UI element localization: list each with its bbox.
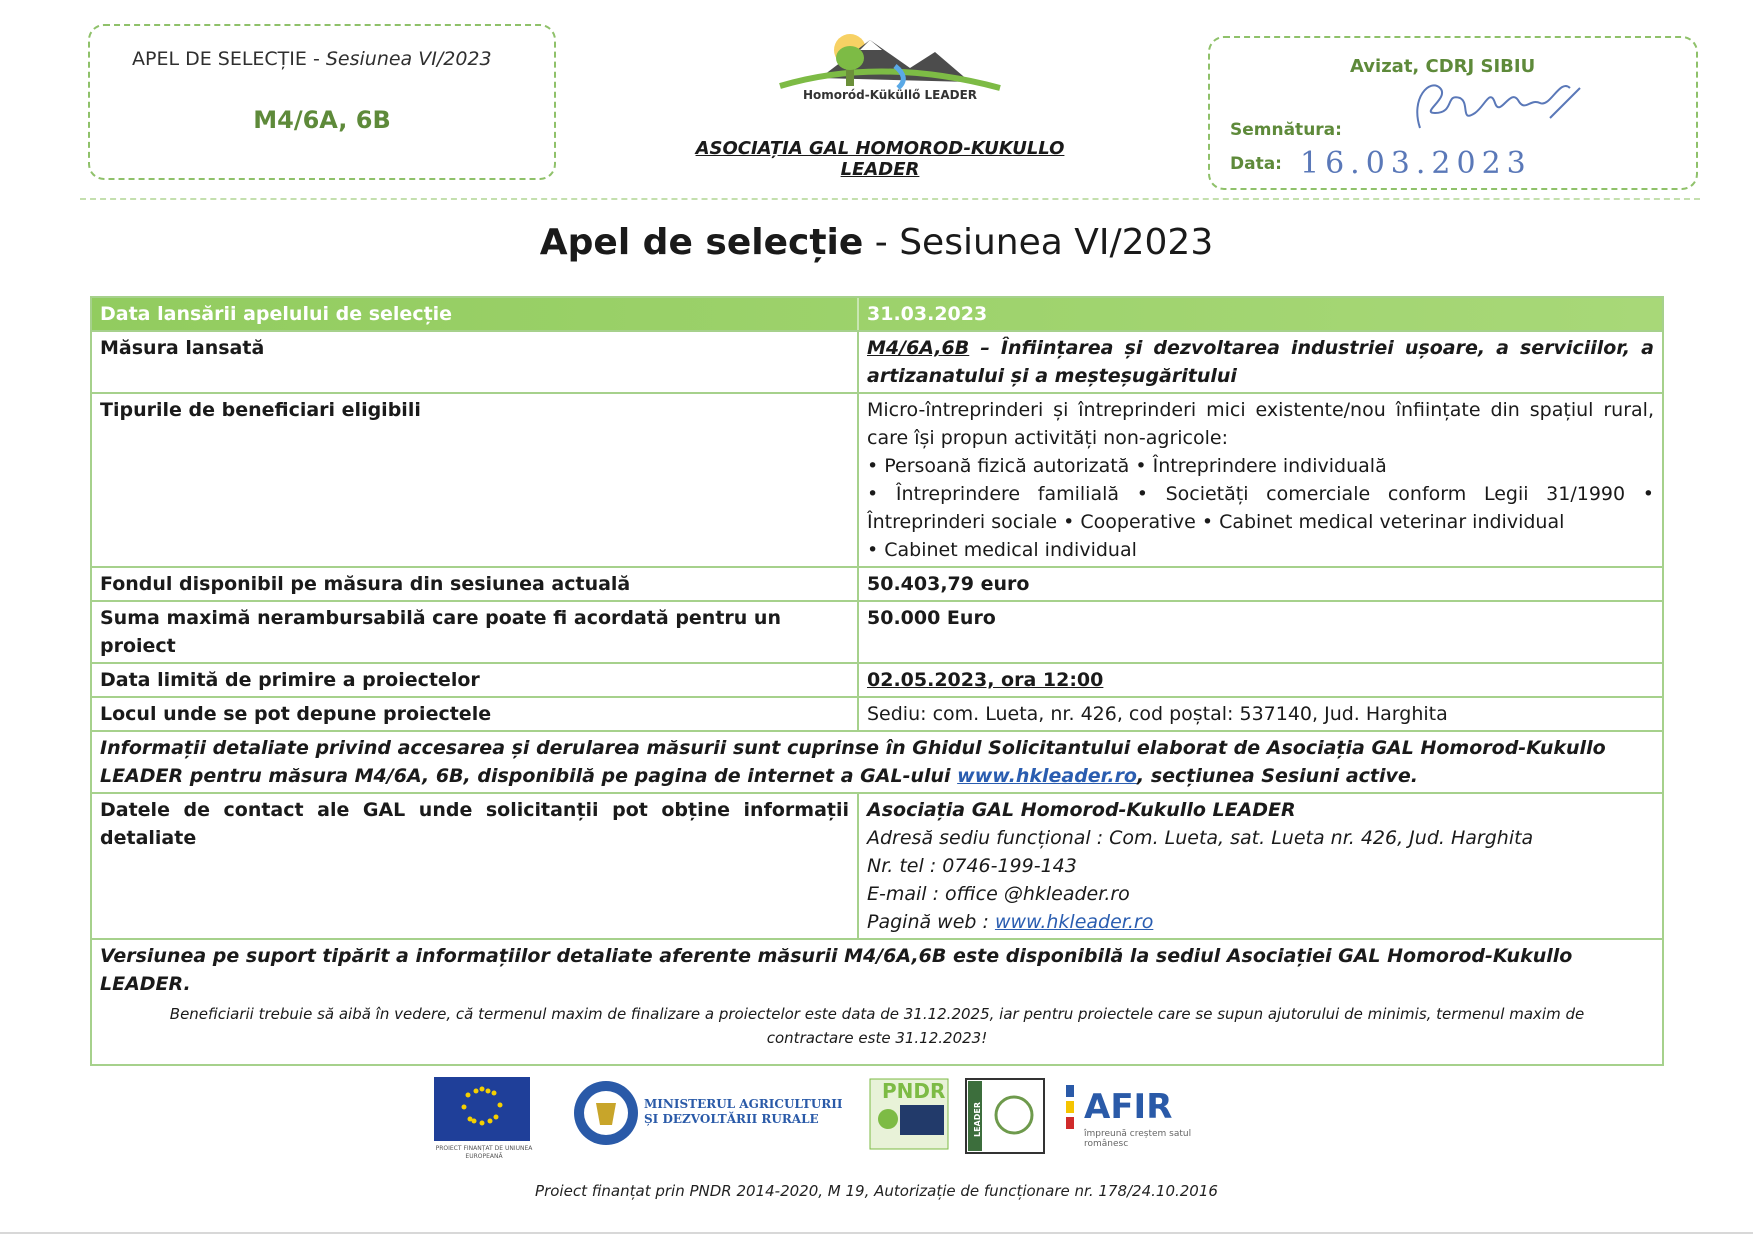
signature-icon xyxy=(1400,58,1600,148)
table-row xyxy=(92,332,1662,394)
footer-note: Proiect finanțat prin PNDR 2014-2020, M 19, Autorizație de funcționare nr. 178/24.10.2016 xyxy=(535,1182,1218,1200)
beneficiaries-line: • Cabinet medical individual xyxy=(867,539,1137,561)
print-version-text: Versiunea pe suport tipărit a informațiilor detaliate aferente măsurii M4/6A,6B este disponibilă la sediul Asociației GAL Homorod-Kukullo LEADER. xyxy=(100,945,1573,995)
launch-date-value: 31.03.2023 xyxy=(867,303,988,325)
date-label: Data: xyxy=(1230,154,1282,174)
fund-label: Fondul disponibil pe măsura din sesiunea actuală xyxy=(92,568,859,600)
measure-label: Măsura lansată xyxy=(92,332,859,392)
submission-place-value: Sediu: com. Lueta, nr. 426, cod poștal: 537140, Jud. Harghita xyxy=(867,703,1448,725)
info-text-end: , secțiunea Sesiuni active. xyxy=(1137,765,1419,787)
table-row xyxy=(92,794,1662,940)
eu-flag-icon xyxy=(434,1077,530,1141)
print-version-block xyxy=(92,940,1662,1064)
footer-divider xyxy=(0,1232,1753,1234)
contact-org: Asociația GAL Homorod-Kukullo LEADER xyxy=(867,799,1296,821)
fund-value: 50.403,79 euro xyxy=(867,573,1030,595)
beneficiaries-label: Tipurile de beneficiari eligibili xyxy=(92,394,859,566)
call-session: Sesiunea VI/2023 xyxy=(325,48,492,70)
header-divider xyxy=(80,198,1700,200)
table-row xyxy=(92,298,1662,332)
contact-label: Datele de contact ale GAL unde solicitanții pot obține informații detaliate xyxy=(92,794,859,938)
page-title xyxy=(0,222,1753,263)
afir-logo-icon xyxy=(1066,1085,1074,1129)
measure-value xyxy=(859,332,1662,392)
logo-caption: Homoród-Küküllő LEADER xyxy=(802,88,978,102)
page-title-rest: - Sesiunea VI/2023 xyxy=(863,222,1214,263)
afir-tagline: împreună creștem satul românesc xyxy=(1084,1129,1192,1149)
approval-date: 16.03.2023 xyxy=(1300,146,1532,181)
launch-date-label: Data lansării apelului de selecție xyxy=(92,298,859,330)
table-row xyxy=(92,664,1662,698)
max-amount-value: 50.000 Euro xyxy=(867,607,996,629)
beneficiaries-value xyxy=(859,394,1662,566)
eu-caption: PROIECT FINANȚAT DE UNIUNEA EUROPEANĂ xyxy=(435,1145,533,1160)
contact-value xyxy=(859,794,1662,938)
call-info-table xyxy=(90,296,1664,1066)
contact-phone: Nr. tel : 0746-199-143 xyxy=(867,855,1077,877)
approval-box xyxy=(1208,36,1698,190)
submission-place-label: Locul unde se pot depune proiectele xyxy=(92,698,859,730)
measure-description: – Înființarea și dezvoltarea industriei ușoare, a serviciilor, a artizanatului și a meșteșugăritului xyxy=(867,337,1654,387)
website-link[interactable]: www.hkleader.ro xyxy=(957,765,1137,787)
call-sep: - xyxy=(306,48,326,70)
contact-web xyxy=(867,908,1654,936)
info-text: Informații detaliate privind accesarea și derularea măsurii sunt cuprinse în Ghidul Solicitantului elaborat de Asociația GAL Homorod-Kukullo LEADER pentru măsura M4/6A, 6B, disponibilă pe pagina de internet a GAL-ului xyxy=(100,737,1606,787)
table-row xyxy=(92,394,1662,568)
table-row xyxy=(92,698,1662,732)
beneficiaries-line: • Întreprindere familială • Societăți comerciale conform Legii 31/1990 • Întreprinderi sociale • Cooperative • Cabinet medical veterinar individual xyxy=(867,483,1654,533)
approval-title: Avizat, CDRJ SIBIU xyxy=(1350,56,1536,77)
deadline-value: 02.05.2023, ora 12:00 xyxy=(867,669,1104,691)
measure-code-link: M4/6A,6B xyxy=(867,337,970,359)
pndr-label: PNDR xyxy=(882,1079,946,1103)
call-header-box xyxy=(88,24,556,180)
leader-label: LEADER xyxy=(973,1101,983,1138)
beneficiaries-intro: Micro-întreprinderi și întreprinderi mici existente/nou înființate din spațiul rural, care își propun activități non-agricole: xyxy=(867,399,1654,449)
signature-label: Semnătura: xyxy=(1230,120,1342,140)
page-title-bold: Apel de selecție xyxy=(539,222,864,263)
government-seal-icon xyxy=(574,1081,638,1145)
deadline-note: Beneficiarii trebuie să aibă în vedere, că termenul maxim de finalizare a proiectelor este data de 31.12.2025, iar pentru proiectele care se supun ajutorului de minimis, termenul maxim de contractare este 31.12.2023! xyxy=(169,1005,1585,1047)
ministry-name: MINISTERUL AGRICULTURII ȘI DEZVOLTĂRII RURALE xyxy=(644,1097,843,1126)
beneficiaries-line: • Persoană fizică autorizată • Întreprindere individuală xyxy=(867,455,1387,477)
table-row xyxy=(92,602,1662,664)
call-title-line xyxy=(132,48,492,70)
association-name: ASOCIAȚIA GAL HOMOROD-KUKULLO LEADER xyxy=(695,138,1065,180)
info-paragraph xyxy=(92,732,1662,792)
partner-logos xyxy=(430,1075,1260,1167)
deadline-label: Data limită de primire a proiectelor xyxy=(92,664,859,696)
table-row xyxy=(92,568,1662,602)
afir-label: AFIR xyxy=(1084,1087,1173,1127)
contact-web-link[interactable]: www.hkleader.ro xyxy=(994,911,1154,933)
contact-address: Adresă sediu funcțional : Com. Lueta, sat. Lueta nr. 426, Jud. Harghita xyxy=(867,827,1534,849)
max-amount-label: Suma maximă nerambursabilă care poate fi acordată pentru un proiect xyxy=(92,602,859,662)
contact-email: E-mail : office @hkleader.ro xyxy=(867,883,1130,905)
table-row xyxy=(92,940,1662,1064)
measure-code: M4/6A, 6B xyxy=(253,106,391,134)
table-row xyxy=(92,732,1662,794)
contact-web-label: Pagină web : xyxy=(867,911,995,933)
call-label: APEL DE SELECȚIE xyxy=(132,48,307,70)
